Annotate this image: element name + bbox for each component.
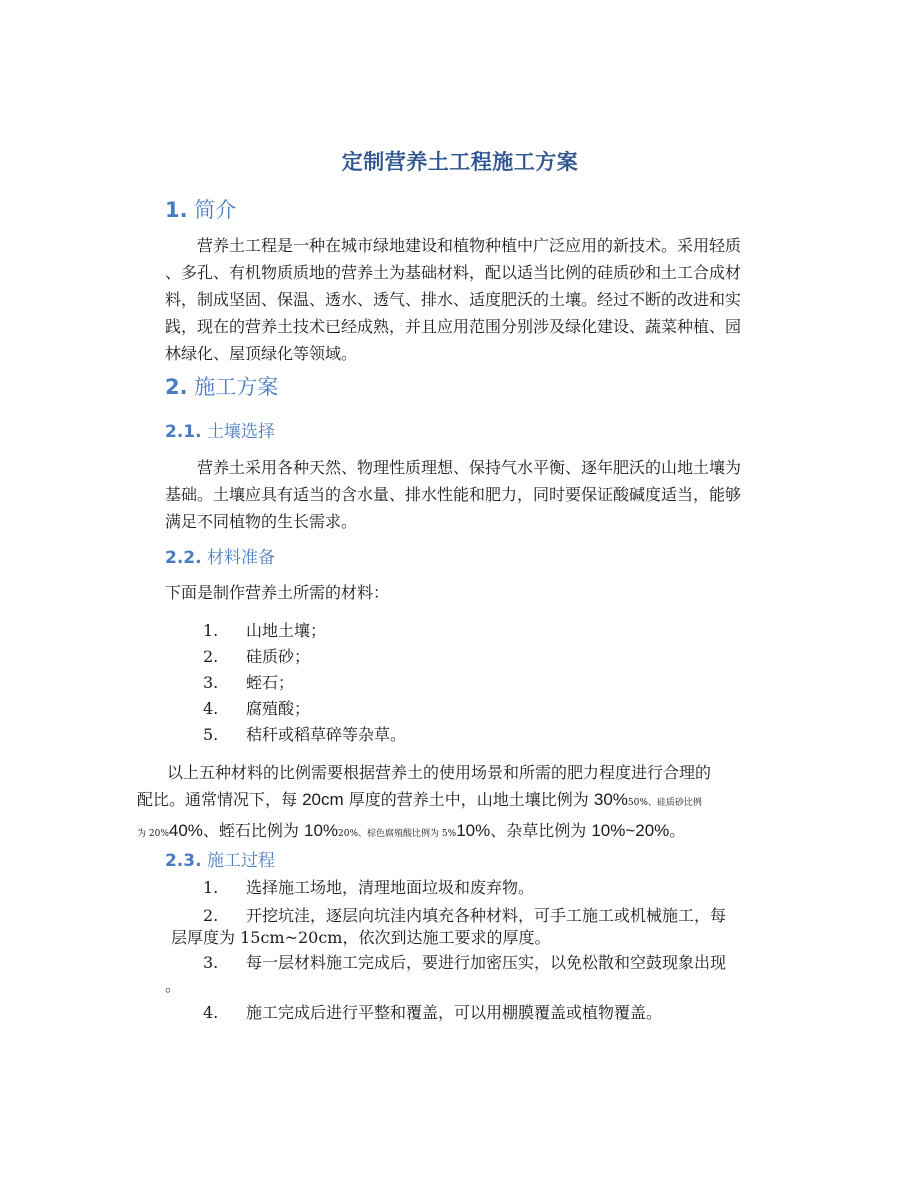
list-text: 蛭石； xyxy=(246,673,295,692)
paragraph-line: 满足不同植物的生长需求。 xyxy=(165,512,358,531)
text-run: 10% xyxy=(304,821,339,840)
list-number: 5. xyxy=(203,725,219,744)
materials-intro: 下面是制作营养土所需的材料： xyxy=(165,583,390,602)
list-text: 腐殖酸； xyxy=(246,699,311,718)
process-step-continuation: 。 xyxy=(165,976,182,995)
heading-number: 2. xyxy=(165,375,188,399)
step-number: 1. xyxy=(203,878,219,897)
paragraph-line: 、多孔、有机物质质地的营养土为基础材料，配以适当比例的硅质砂和土工合成材 xyxy=(165,263,742,282)
heading-text: 材料准备 xyxy=(206,548,275,568)
small-text-run: 为 20% xyxy=(137,829,169,839)
text-run: 30% xyxy=(593,790,628,809)
heading-text: 施工方案 xyxy=(194,375,279,399)
paragraph-line xyxy=(137,786,797,817)
list-text: 山地土壤； xyxy=(246,621,327,640)
step-text: 施工完成后进行平整和覆盖，可以用棚膜覆盖或植物覆盖。 xyxy=(246,1003,663,1022)
heading-text: 施工过程 xyxy=(206,851,275,871)
intro-paragraph xyxy=(165,232,790,367)
small-text-run: 50%、硅质砂比例 xyxy=(627,798,702,808)
text-run: 20cm xyxy=(302,790,344,809)
heading-number: 2.3. xyxy=(165,851,202,871)
text-run: 10%~20% xyxy=(591,821,670,840)
text-run: 10% xyxy=(456,821,491,840)
text-run: 40% xyxy=(168,821,203,840)
step-number: 2. xyxy=(203,906,219,925)
heading-process xyxy=(165,846,275,871)
heading-plan xyxy=(165,371,278,401)
list-text: 秸秆或稻草碎等杂草。 xyxy=(246,725,407,744)
paragraph-line: 营养土采用各种天然、物理性质理想、保持气水平衡、逐年肥沃的山地土壤为 xyxy=(197,458,742,477)
heading-number: 2.1. xyxy=(165,422,202,442)
list-number: 2. xyxy=(203,647,219,666)
paragraph-line: 以上五种材料的比例需要根据营养土的使用场景和所需的肥力程度进行合理的 xyxy=(167,763,712,782)
heading-text: 土壤选择 xyxy=(206,422,275,442)
text-run: 、杂草比例为 xyxy=(490,821,592,840)
text-run: 配比。通常情况下，每 xyxy=(137,790,303,809)
small-text-run: 20%、棕色腐殖酸比例为 5% xyxy=(338,829,457,839)
heading-text: 简介 xyxy=(194,198,237,222)
paragraph-line xyxy=(137,817,797,848)
heading-soil-selection xyxy=(165,417,275,442)
document-title: 定制营养土工程施工方案 xyxy=(341,150,579,174)
ratio-paragraph xyxy=(137,759,797,848)
soil-paragraph xyxy=(165,454,790,535)
paragraph-line: 料，制成坚固、保温、透水、透气、排水、适度肥沃的土壤。经过不断的改进和实 xyxy=(165,290,742,309)
paragraph-line: 营养土工程是一种在城市绿地建设和植物种植中广泛应用的新技术。采用轻质 xyxy=(197,236,742,255)
step-text: 开挖坑洼，逐层向坑洼内填充各种材料，可手工施工或机械施工，每 xyxy=(246,906,727,925)
step-number: 4. xyxy=(203,1003,219,1022)
text-run: 、蛭石比例为 xyxy=(202,821,304,840)
heading-materials xyxy=(165,543,275,568)
step-text: 每一层材料施工完成后，要进行加密压实，以免松散和空鼓现象出现 xyxy=(246,953,727,972)
heading-intro xyxy=(165,194,236,224)
list-number: 1. xyxy=(203,621,219,640)
paragraph-line: 基础。土壤应具有适当的含水量、排水性能和肥力，同时要保证酸碱度适当，能够 xyxy=(165,485,742,504)
list-number: 3. xyxy=(203,673,219,692)
heading-number: 2.2. xyxy=(165,548,202,568)
paragraph-line: 践，现在的营养土技术已经成熟，并且应用范围分别涉及绿化建设、蔬菜种植、园 xyxy=(165,317,742,336)
step-text: 选择施工场地，清理地面垃圾和废弃物。 xyxy=(246,878,535,897)
paragraph-line: 林绿化、屋顶绿化等领域。 xyxy=(165,344,358,363)
text-run: 。 xyxy=(669,821,686,840)
text-run: 厚度的营养土中，山地土壤比例为 xyxy=(343,790,594,809)
heading-number: 1. xyxy=(165,198,188,222)
step-number: 3. xyxy=(203,953,219,972)
process-step-continuation: 层厚度为 15cm~20cm，依次到达施工要求的厚度。 xyxy=(171,928,551,947)
list-number: 4. xyxy=(203,699,219,718)
list-text: 硅质砂； xyxy=(246,647,311,666)
